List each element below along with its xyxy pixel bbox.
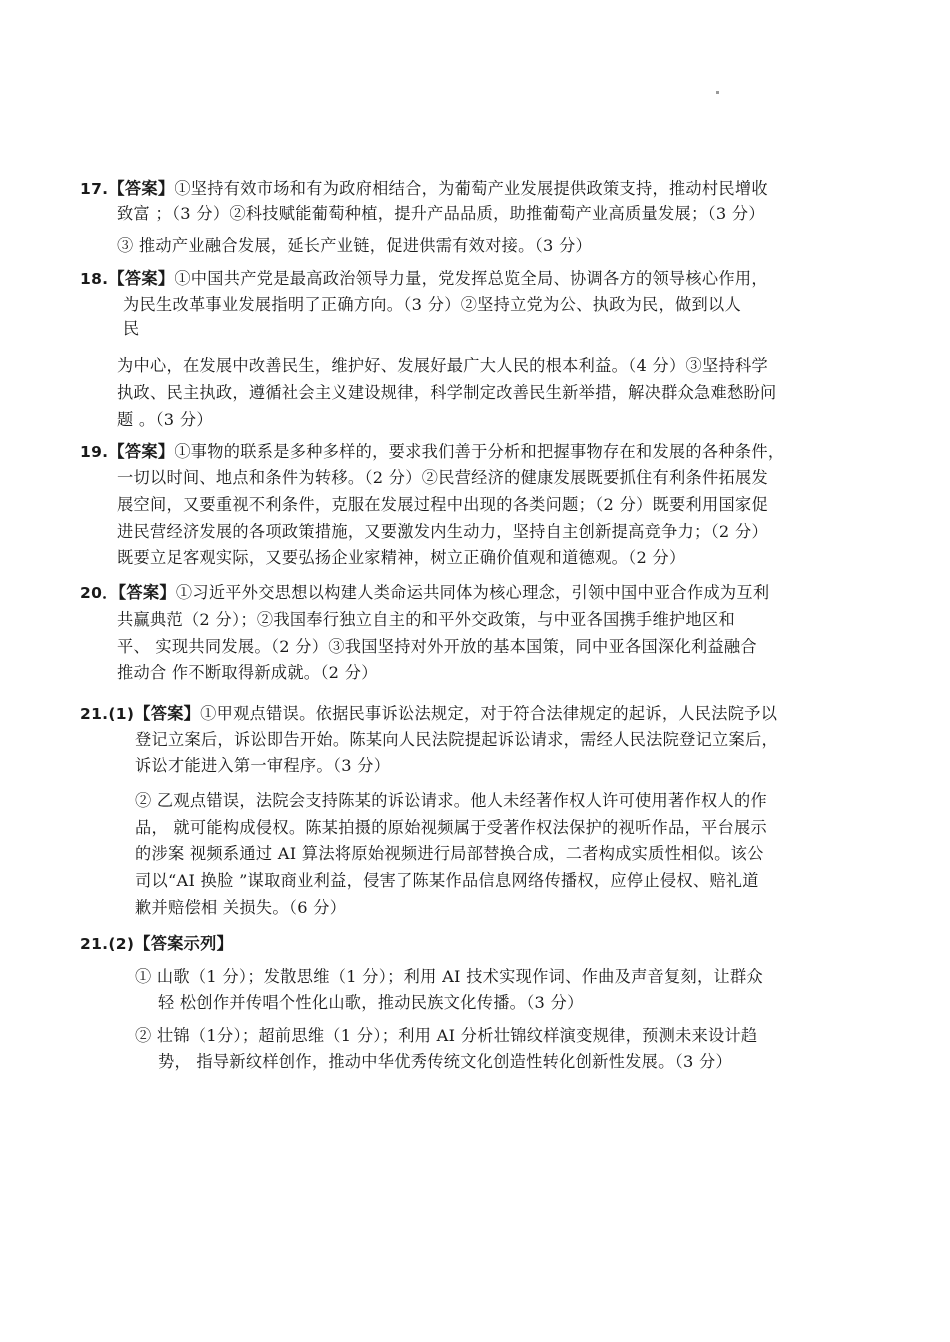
page-dot-mark <box>716 91 719 94</box>
q21-1-line-8: 歉并赔偿相 关损失。（6 分） <box>135 898 347 917</box>
q19-answer-tag: 【答案】 <box>108 442 175 461</box>
q18-line-2: 为民生改革事业发展指明了正确方向。（3 分）②坚持立党为公、执政为民，做到以人 <box>123 295 741 314</box>
q21-2-example-2-line-1: ② 壮锦（1分）；超前思维（1 分）；利用 AI 分析壮锦纹样演变规律，预测未来设计趋 <box>135 1026 758 1045</box>
q21-1-line-5: 品， 就可能构成侵权。陈某拍摄的原始视频属于受著作权法保护的视听作品，平台展示 <box>135 818 767 837</box>
q20-number: 20． <box>80 584 118 602</box>
q17-line-2: 致富 ；（3 分）②科技赋能葡萄种植，提升产品品质，助推葡萄产业高质量发展；（3 分） <box>117 204 765 223</box>
q21-1-line-4: ② 乙观点错误，法院会支持陈某的诉讼请求。他人未经著作权人许可使用著作权人的作 <box>135 791 767 810</box>
q20-text-1: ①习近平外交思想以构建人类命运共同体为核心理念，引领中国中亚合作成为互利 <box>175 583 770 602</box>
q17-text-1: ①坚持有效市场和有为政府相结合，为葡萄产业发展提供政策支持，推动村民增收 <box>174 179 768 198</box>
q19-text-1: ①事物的联系是多种多样的，要求我们善于分析和把握事物存在和发展的各种条件， <box>174 442 785 461</box>
q21-1-line-3: 诉讼才能进入第一审程序。（3 分） <box>135 756 391 775</box>
q18-line-5: 执政、民主执政，遵循社会主义建设规律，科学制定改善民生新举措，解决群众急难愁盼问 <box>117 383 777 402</box>
q20-answer-tag: 【答案】 <box>117 583 176 602</box>
q21-1-number: 21.(1) <box>80 705 135 723</box>
q17-line-1 <box>80 178 768 200</box>
q21-2-answer-tag: 【答案示列】 <box>134 934 234 953</box>
q19-number: 19. <box>80 443 109 461</box>
q18-line-6: 题 。（3 分） <box>117 410 213 429</box>
q21-1-line-1 <box>80 703 777 725</box>
q18-line-1 <box>80 268 768 290</box>
q18-number: 18. <box>80 270 109 288</box>
q18-line-3: 民 <box>123 319 140 338</box>
q21-1-line-6: 的涉案 视频系通过 AI 算法将原始视频进行局部替换合成，二者构成实质性相似。该公 <box>135 844 764 863</box>
q18-answer-tag: 【答案】 <box>108 269 175 288</box>
q17-answer-tag: 【答案】 <box>108 179 175 198</box>
q20-line-3: 平、 实现共同发展。（2 分）③我国坚持对外开放的基本国策，同中亚各国深化利益融合 <box>117 637 757 656</box>
q21-2-line-1 <box>80 933 233 955</box>
q17-number: 17. <box>80 180 109 198</box>
q19-line-4: 进民营经济发展的各项政策措施，又要激发内生动力，坚持自主创新提高竞争力；（2 分） <box>117 522 768 541</box>
q21-2-example-2-line-2: 势， 指导新纹样创作，推动中华优秀传统文化创造性转化创新性发展。（3 分） <box>158 1052 732 1071</box>
q21-1-line-7: 司以“AI 换脸 ”谋取商业利益，侵害了陈某作品信息网络传播权，应停止侵权、赔礼道 <box>135 871 759 890</box>
q19-line-3: 展空间，又要重视不利条件，克服在发展过程中出现的各类问题；（2 分）既要利用国家促 <box>117 495 768 514</box>
q20-line-2: 共赢典范（2 分）；②我国奉行独立自主的和平外交政策，与中亚各国携手维护地区和 <box>117 610 735 629</box>
q17-line-3: ③ 推动产业融合发展，延长产业链，促进供需有效对接。（3 分） <box>117 236 593 255</box>
q20-line-1 <box>80 582 769 604</box>
q21-1-text-1: ①甲观点错误。依据民事诉讼法规定，对于符合法律规定的起诉，人民法院予以 <box>200 704 778 723</box>
q18-text-1: ①中国共产党是最高政治领导力量，党发挥总览全局、协调各方的领导核心作用， <box>174 269 768 288</box>
q21-1-answer-tag: 【答案】 <box>134 704 201 723</box>
q19-line-2: 一切以时间、地点和条件为转移。（2 分）②民营经济的健康发展既要抓住有利条件拓展发 <box>117 468 768 487</box>
q19-line-5: 既要立足客观实际，又要弘扬企业家精神，树立正确价值观和道德观。（2 分） <box>117 548 686 567</box>
q18-line-4: 为中心，在发展中改善民生，维护好、发展好最广大人民的根本利益。（4 分）③坚持科学 <box>117 356 768 375</box>
q21-2-example-1-line-1: ① 山歌（1 分）；发散思维（1 分）；利用 AI 技术实现作词、作曲及声音复刻，让群众 <box>135 967 763 986</box>
q21-2-example-1-line-2: 轻 松创作并传唱个性化山歌，推动民族文化传播。（3 分） <box>158 993 584 1012</box>
q19-line-1 <box>80 441 784 463</box>
q21-2-number: 21.(2) <box>80 935 135 953</box>
q21-1-line-2: 登记立案后，诉讼即告开始。陈某向人民法院提起诉讼请求，需经人民法院登记立案后， <box>135 730 779 749</box>
q20-line-4: 推动合 作不断取得新成就。（2 分） <box>117 663 378 682</box>
